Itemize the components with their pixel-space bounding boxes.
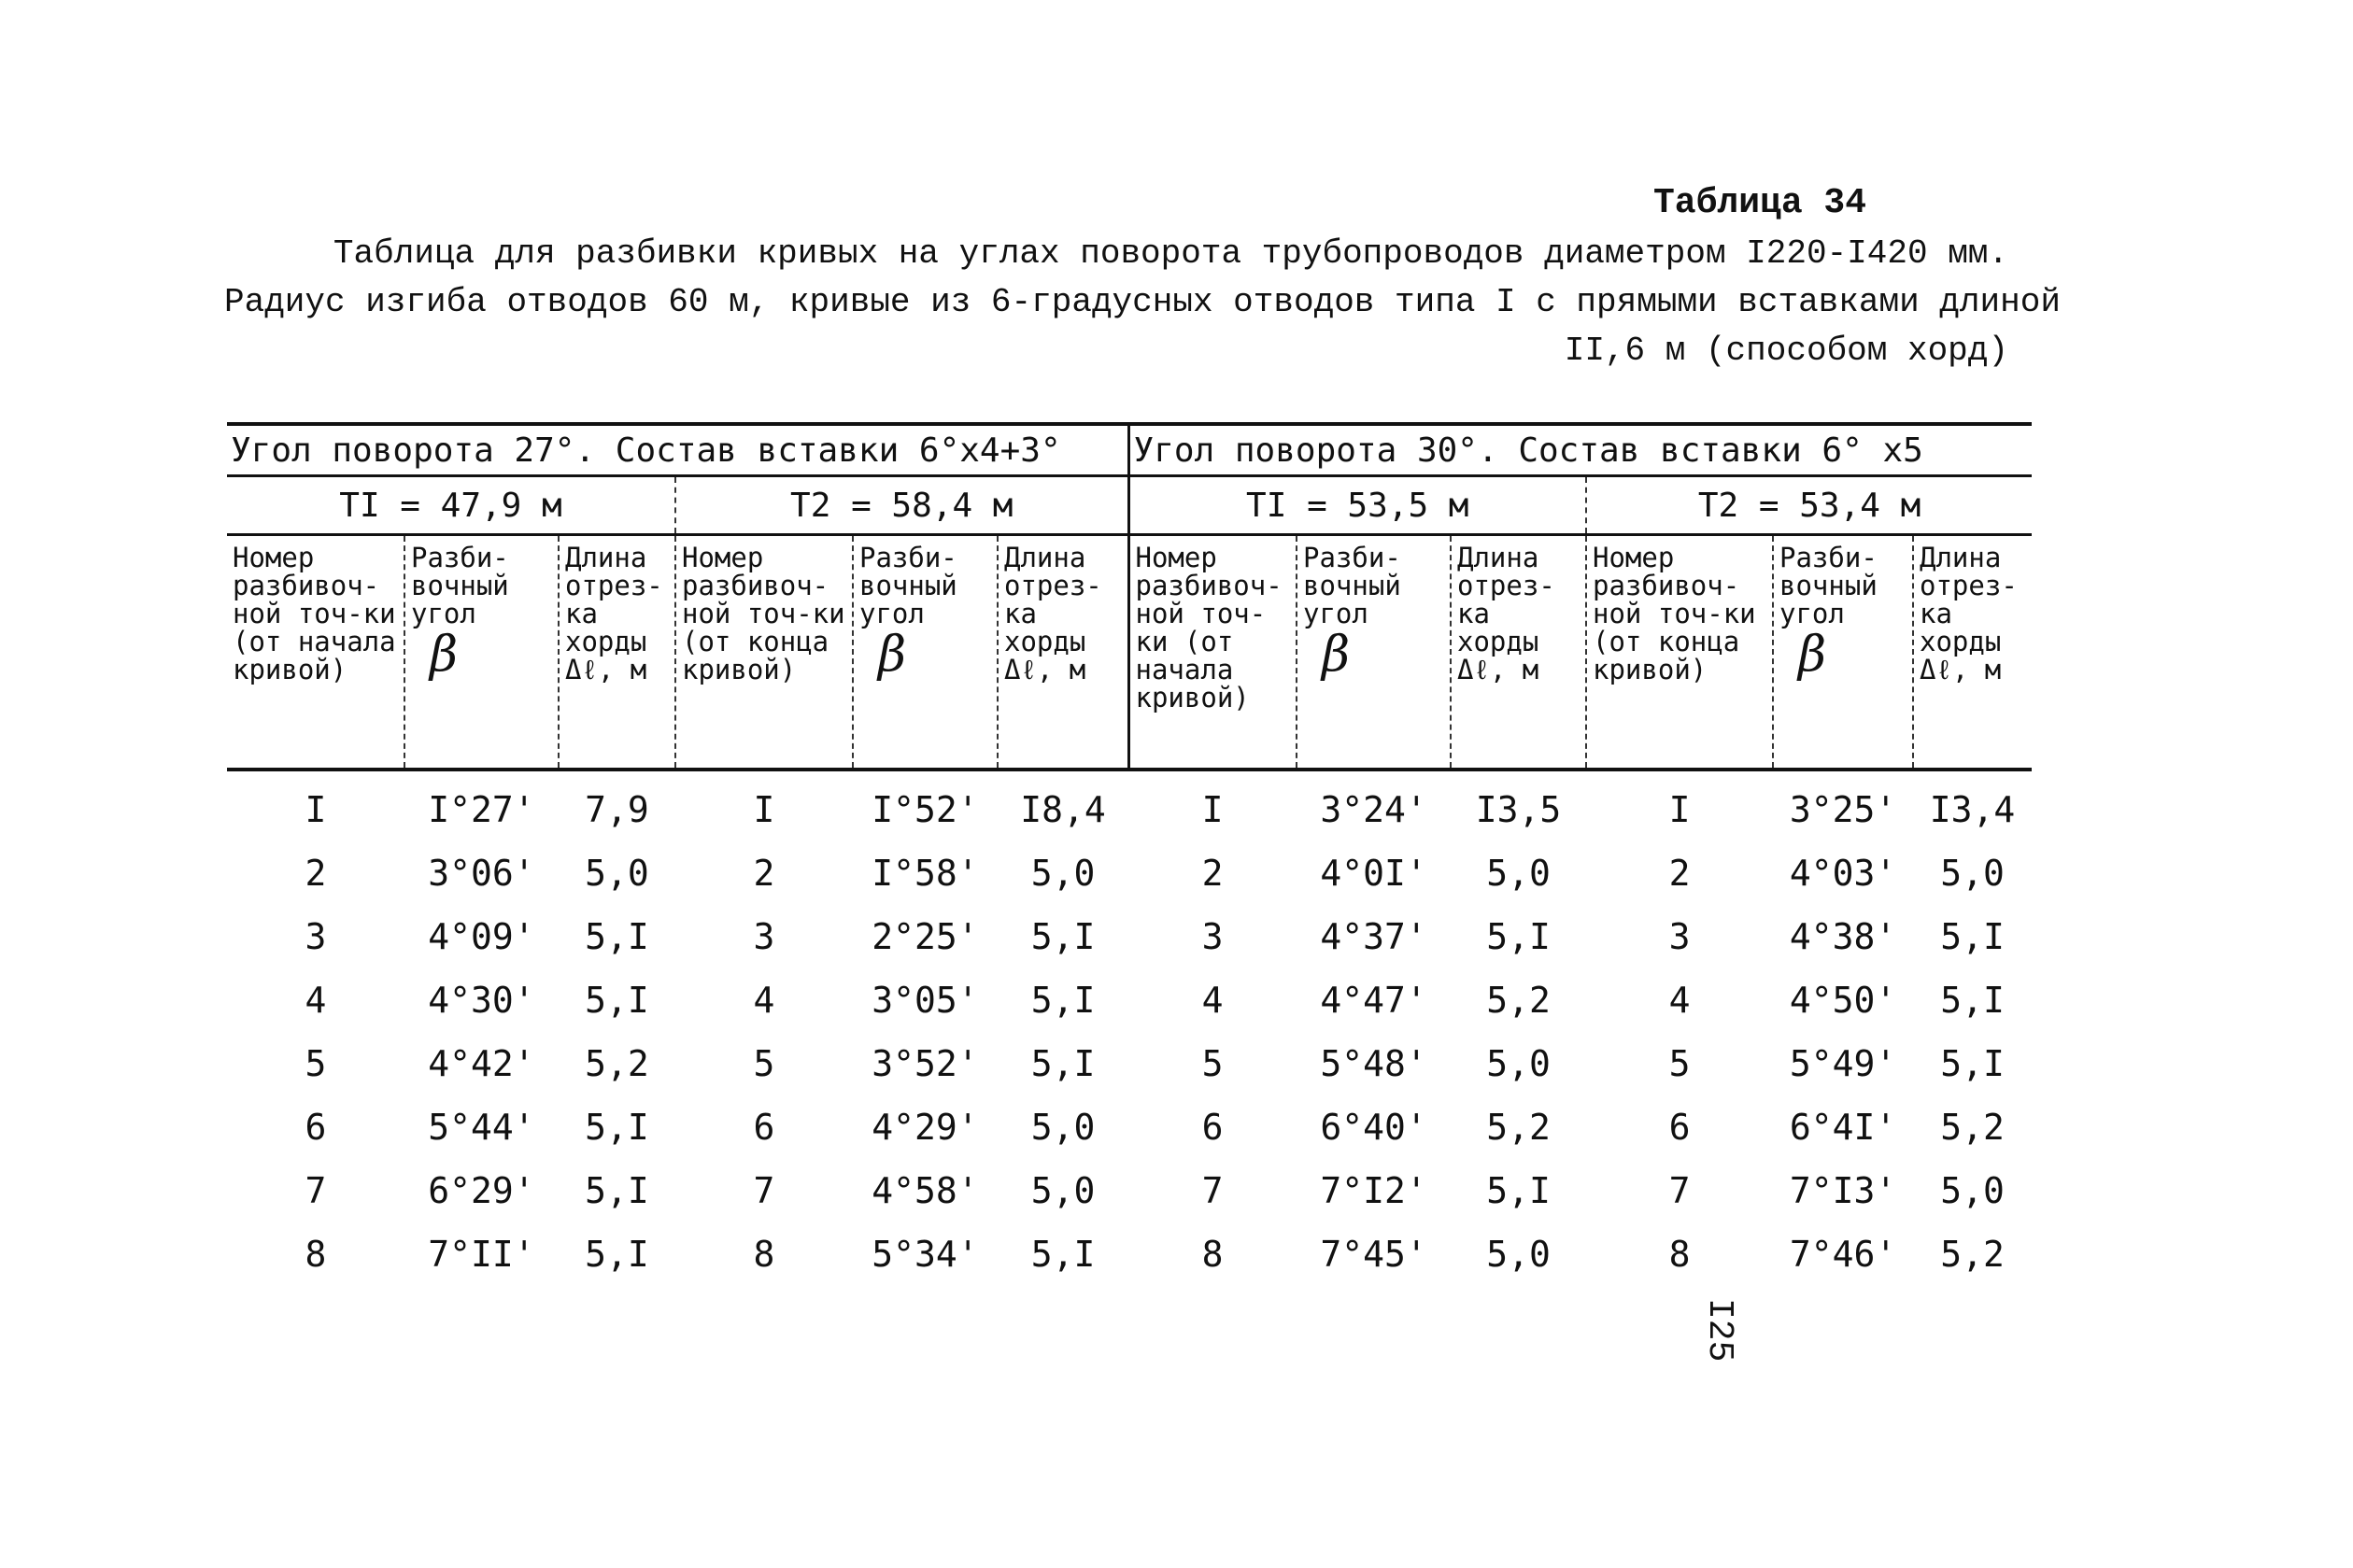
table-cell: 8 xyxy=(1668,1234,1691,1275)
header-angle: Разби-вочный угол β xyxy=(853,535,998,770)
header-angle: Разби-вочный угол β xyxy=(404,535,559,770)
table-cell: I xyxy=(1201,789,1224,830)
left-section-title: Угол поворота 27°. Состав вставки 6°х4+3° xyxy=(227,424,1128,476)
table-row xyxy=(227,1222,2032,1286)
table-cell: 7 xyxy=(1201,1170,1224,1211)
page-number: I25 xyxy=(1699,1298,1739,1363)
table-cell: 5 xyxy=(753,1043,775,1084)
table-cell: 5,I xyxy=(1940,980,2005,1021)
table-cell: 3°05' xyxy=(872,980,979,1021)
header-chord: Длина отрез-ка хорды Δℓ, м xyxy=(998,535,1128,770)
table-cell: 5,0 xyxy=(1940,1170,2005,1211)
table-cell: 8 xyxy=(305,1234,327,1275)
caption-line: Радиус изгиба отводов 60 м, кривые из 6-градусных отводов типа I с прямыми вставками длиной xyxy=(224,283,2061,321)
table-cell: 7,9 xyxy=(585,789,649,830)
table-cell: 7 xyxy=(305,1170,327,1211)
table-cell: 8 xyxy=(753,1234,775,1275)
table-cell: I°58' xyxy=(872,853,979,894)
table-cell: 5,2 xyxy=(1940,1234,2005,1275)
table-cell: 4°37' xyxy=(1320,916,1427,957)
table-cell: 5,0 xyxy=(1940,853,2005,894)
table-cell: 4 xyxy=(1201,980,1224,1021)
table-cell: I°52' xyxy=(872,789,979,830)
table-cell: 6 xyxy=(1668,1107,1691,1148)
table-cell: 5,I xyxy=(585,1170,649,1211)
caption-line: II,6 м (способом хорд) xyxy=(1564,332,2008,370)
table-cell: 6 xyxy=(305,1107,327,1148)
table-cell: 5,I xyxy=(1486,1170,1551,1211)
table-cell: 5,0 xyxy=(1486,1234,1551,1275)
table-cell: 4°03' xyxy=(1789,853,1897,894)
table-cell: 3°52' xyxy=(872,1043,979,1084)
table-cell: 5,0 xyxy=(1030,1107,1096,1148)
table-cell: 2 xyxy=(1201,853,1224,894)
header-chord: Длина отрез-ка хорды Δℓ, м xyxy=(1913,535,2032,770)
table-cell: 5,I xyxy=(1030,1234,1096,1275)
table-cell: 7°II' xyxy=(428,1234,535,1275)
table-cell: 5,I xyxy=(1030,1043,1096,1084)
table-cell: 4°58' xyxy=(872,1170,979,1211)
table-cell: 3 xyxy=(1201,916,1224,957)
table-cell: 5,0 xyxy=(1486,1043,1551,1084)
table-caption xyxy=(224,230,2061,375)
table-row xyxy=(227,770,2032,841)
table-cell: I xyxy=(1668,789,1691,830)
right-section-title: Угол поворота 30°. Состав вставки 6° х5 xyxy=(1128,424,2032,476)
header-chord: Длина отрез-ка хорды Δℓ, м xyxy=(1451,535,1586,770)
table-cell: 3 xyxy=(753,916,775,957)
table-row xyxy=(227,968,2032,1032)
table-cell: 5°49' xyxy=(1789,1043,1897,1084)
table-cell: 2°25' xyxy=(872,916,979,957)
table-cell: I xyxy=(753,789,775,830)
table-cell: 5,2 xyxy=(1940,1107,2005,1148)
table-cell: 5 xyxy=(1201,1043,1224,1084)
table-cell: 4°29' xyxy=(872,1107,979,1148)
table-cell: 5,I xyxy=(1030,916,1096,957)
table-cell: 2 xyxy=(753,853,775,894)
table-cell: 4°42' xyxy=(428,1043,535,1084)
table-cell: 5,2 xyxy=(585,1043,649,1084)
table-cell: 4 xyxy=(305,980,327,1021)
table-cell: 5 xyxy=(1668,1043,1691,1084)
table-cell: I3,4 xyxy=(1929,789,2016,830)
table-cell: 7°I3' xyxy=(1789,1170,1897,1211)
table-row xyxy=(227,1095,2032,1159)
table-row xyxy=(227,841,2032,905)
table-cell: I°27' xyxy=(428,789,535,830)
header-point-from-start: Номер разбивоч-ной точ-ки (от начала кривой) xyxy=(1128,535,1297,770)
caption-line: Таблица для разбивки кривых на углах поворота трубопроводов диаметром I220-I420 мм. xyxy=(333,234,2008,273)
table-cell: 5,I xyxy=(585,916,649,957)
table-row xyxy=(227,1032,2032,1095)
table-cell: 4°38' xyxy=(1789,916,1897,957)
header-angle: Разби-вочный угол β xyxy=(1773,535,1913,770)
table-cell: 5,I xyxy=(585,980,649,1021)
table-cell: 5,I xyxy=(1030,980,1096,1021)
header-point-from-end: Номер разбивоч-ной точ-ки (от конца кривой) xyxy=(1586,535,1773,770)
table-cell: 5,0 xyxy=(1030,1170,1096,1211)
table-cell: 5,2 xyxy=(1486,1107,1551,1148)
table-cell: 4°47' xyxy=(1320,980,1427,1021)
left-t1: TI = 47,9 м xyxy=(227,476,675,535)
table-cell: 3°25' xyxy=(1789,789,1897,830)
table-body xyxy=(227,770,2032,1286)
header-angle: Разби-вочный угол β xyxy=(1297,535,1451,770)
table-cell: 6°40' xyxy=(1320,1107,1427,1148)
table-cell: 4 xyxy=(1668,980,1691,1021)
table-cell: 2 xyxy=(1668,853,1691,894)
header-chord: Длина отрез-ка хорды Δℓ, м xyxy=(559,535,675,770)
right-t1: TI = 53,5 м xyxy=(1128,476,1586,535)
table-cell: 7 xyxy=(753,1170,775,1211)
table-cell: 5°48' xyxy=(1320,1043,1427,1084)
table-cell: 4 xyxy=(753,980,775,1021)
table-cell: 8 xyxy=(1201,1234,1224,1275)
bending-table xyxy=(227,422,2032,1286)
table-cell: 5 xyxy=(305,1043,327,1084)
table-cell: 5,I xyxy=(1940,916,2005,957)
table-cell: 4°0I' xyxy=(1320,853,1427,894)
table-label: Таблица 34 xyxy=(1653,183,1867,223)
table-cell: 5,I xyxy=(1940,1043,2005,1084)
table-cell: 6 xyxy=(1201,1107,1224,1148)
table-cell: 7°45' xyxy=(1320,1234,1427,1275)
table-cell: 7 xyxy=(1668,1170,1691,1211)
table-cell: 6 xyxy=(753,1107,775,1148)
table-row xyxy=(227,1159,2032,1222)
table-cell: 5,I xyxy=(1486,916,1551,957)
table-cell: I3,5 xyxy=(1475,789,1562,830)
table-cell: I xyxy=(305,789,327,830)
left-t2: T2 = 58,4 м xyxy=(675,476,1128,535)
table-cell: 4°30' xyxy=(428,980,535,1021)
right-t2: T2 = 53,4 м xyxy=(1586,476,2032,535)
table-cell: 5°34' xyxy=(872,1234,979,1275)
table-cell: 3°24' xyxy=(1320,789,1427,830)
table-cell: 5,0 xyxy=(585,853,649,894)
header-point-from-end: Номер разбивоч-ной точ-ки (от конца кривой) xyxy=(675,535,853,770)
table-cell: 3 xyxy=(305,916,327,957)
table-cell: 6°4I' xyxy=(1789,1107,1897,1148)
table-cell: 5°44' xyxy=(428,1107,535,1148)
table-cell: 6°29' xyxy=(428,1170,535,1211)
table-cell: 5,0 xyxy=(1486,853,1551,894)
header-point-from-start: Номер разбивоч-ной точ-ки (от начала кривой) xyxy=(227,535,404,770)
table-cell: 5,I xyxy=(585,1234,649,1275)
table-cell: 3°06' xyxy=(428,853,535,894)
table-cell: 4°09' xyxy=(428,916,535,957)
table-cell: 7°46' xyxy=(1789,1234,1897,1275)
table-cell: 7°I2' xyxy=(1320,1170,1427,1211)
table-row xyxy=(227,905,2032,968)
table-cell: I8,4 xyxy=(1020,789,1106,830)
table-cell: 2 xyxy=(305,853,327,894)
table-cell: 3 xyxy=(1668,916,1691,957)
table-cell: 5,2 xyxy=(1486,980,1551,1021)
table-cell: 5,0 xyxy=(1030,853,1096,894)
table-cell: 5,I xyxy=(585,1107,649,1148)
table-cell: 4°50' xyxy=(1789,980,1897,1021)
